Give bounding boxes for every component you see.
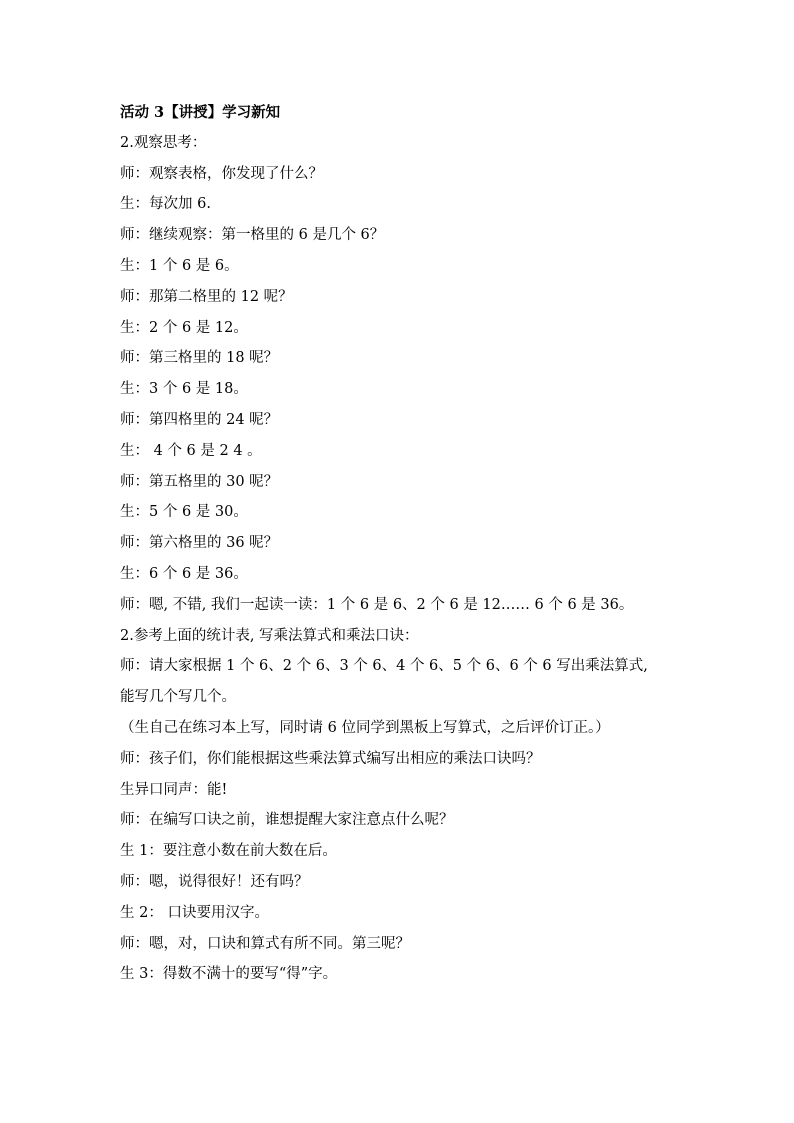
section-heading-observe: 2.观察思考： [120, 134, 207, 151]
dialogue-line: 师：那第二格里的 12 呢？ [120, 288, 293, 305]
dialogue-line: 师：嗯，对，口诀和算式有所不同。第三呢？ [120, 935, 410, 952]
dialogue-line: 师：嗯, 不错, 我们一起读一读：1 个 6 是 6、2 个 6 是 12…… 6 个 6 是 36。 [120, 596, 634, 613]
dialogue-line: 生 3：得数不满十的要写“得”字。 [120, 966, 338, 983]
dialogue-line: 生：2 个 6 是 12。 [120, 319, 248, 336]
dialogue-line: 师：请大家根据 1 个 6、2 个 6、3 个 6、4 个 6、5 个 6、6 个 6 写出乘法算式, [120, 658, 648, 675]
dialogue-line: 师：孩子们，你们能根据这些乘法算式编写出相应的乘法口诀吗？ [120, 750, 541, 767]
dialogue-line: 师：观察表格，你发现了什么？ [120, 165, 323, 182]
dialogue-line-continued: 能写几个写几个。 [120, 689, 236, 706]
dialogue-line: 生：5 个 6 是 30。 [120, 504, 248, 521]
stage-direction: （生自己在练习本上写，同时请 6 位同学到黑板上写算式，之后评价订正。） [120, 719, 610, 736]
dialogue-line: 生异口同声：能! [120, 781, 228, 798]
dialogue-line: 生：6 个 6 是 36。 [120, 565, 248, 582]
dialogue-line: 生 1：要注意小数在前大数在后。 [120, 843, 337, 860]
dialogue-line: 师：第四格里的 24 呢？ [120, 411, 279, 428]
dialogue-line: 生：1 个 6 是 6。 [120, 257, 239, 274]
dialogue-line: 生：每次加 6. [120, 196, 211, 213]
dialogue-line: 生 2： 口诀要用汉字。 [120, 904, 269, 921]
dialogue-line: 师：第五格里的 30 呢？ [120, 473, 279, 490]
dialogue-line: 师：第三格里的 18 呢？ [120, 350, 279, 367]
dialogue-line: 生： 4 个 6 是 2 4 。 [120, 442, 262, 459]
dialogue-line: 师：在编写口诀之前，谁想提醒大家注意点什么呢？ [120, 812, 454, 829]
dialogue-line: 师：继续观察：第一格里的 6 是几个 6？ [120, 227, 385, 244]
dialogue-line: 生：3 个 6 是 18。 [120, 381, 248, 398]
document-body [120, 101, 680, 994]
activity-heading: 活动 3【讲授】学习新知 [120, 104, 281, 121]
dialogue-line: 师：嗯，说得很好！还有吗？ [120, 873, 309, 890]
dialogue-line: 师：第六格里的 36 呢？ [120, 535, 279, 552]
section-heading-formulas: 2.参考上面的统计表, 写乘法算式和乘法口诀： [120, 627, 419, 644]
